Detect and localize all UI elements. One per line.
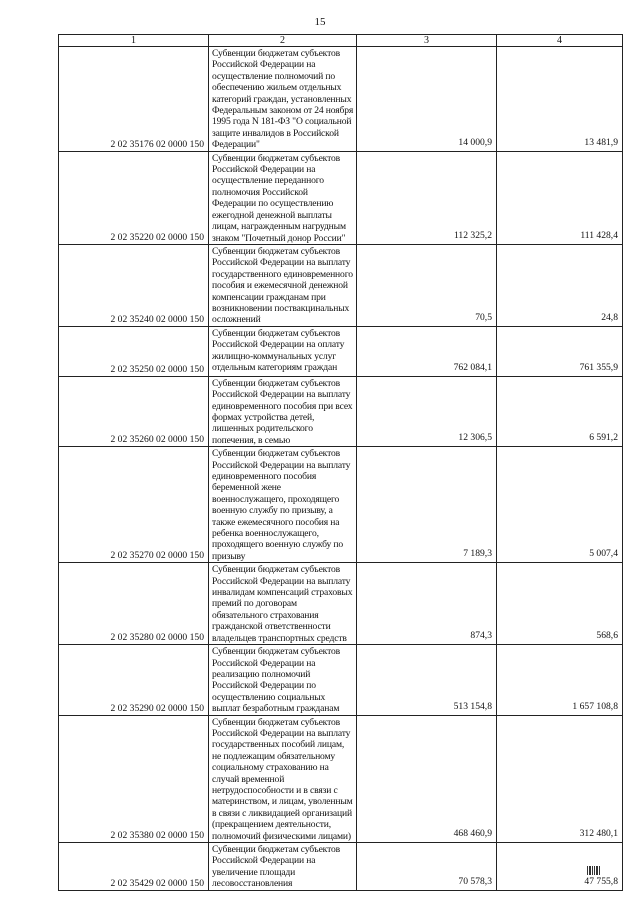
- row-code: 2 02 35220 02 0000 150: [59, 151, 209, 244]
- row-description: Субвенции бюджетам субъектов Российской Федерации на увеличение площади лесовосстановления: [209, 843, 357, 891]
- row-value-col3: 468 460,9: [357, 715, 497, 842]
- row-description: Субвенции бюджетам субъектов Российской Федерации на осуществление полномочий по обеспечению жильем отдельных категорий граждан, установленных Федеральным законом от 24 ноября 1995 года N 181-ФЗ "О социальной защите инвалидов в Российской Федерации": [209, 47, 357, 152]
- row-value-col4: 6 591,2: [497, 376, 623, 446]
- row-value-col4: 47 755,8: [497, 843, 623, 891]
- row-value-col4: 24,8: [497, 244, 623, 326]
- row-code: 2 02 35250 02 0000 150: [59, 326, 209, 376]
- row-value-col4: 568,6: [497, 563, 623, 645]
- row-description: Субвенции бюджетам субъектов Российской Федерации на выплату инвалидам компенсаций страховых премий по договорам обязательного страхования гражданской ответственности владельцев транспортных средств: [209, 563, 357, 645]
- table-row: [59, 151, 623, 244]
- row-description: Субвенции бюджетам субъектов Российской Федерации на выплату единовременного пособия беременной жене военнослужащего, проходящего военную службу по призыву, а также ежемесячного пособия на ребенка военнослужащего, проходящего военную службу по призыву: [209, 447, 357, 563]
- column-header-1: 1: [59, 35, 209, 47]
- table-row: [59, 447, 623, 563]
- row-value-col3: 14 000,9: [357, 47, 497, 152]
- table-row: [59, 563, 623, 645]
- table-row: [59, 244, 623, 326]
- row-value-col4: 111 428,4: [497, 151, 623, 244]
- row-description: Субвенции бюджетам субъектов Российской Федерации на осуществление переданного полномочия Российской Федерации по осуществлению ежегодной денежной выплаты лицам, награжденным нагрудным знаком "Почетный донор России": [209, 151, 357, 244]
- budget-table: [58, 34, 623, 891]
- row-code: 2 02 35290 02 0000 150: [59, 645, 209, 715]
- barcode-mark: [587, 866, 600, 875]
- row-value-col3: 874,3: [357, 563, 497, 645]
- row-value-col3: 12 306,5: [357, 376, 497, 446]
- row-value-col3: 70 578,3: [357, 843, 497, 891]
- table-row: [59, 47, 623, 152]
- row-description: Субвенции бюджетам субъектов Российской Федерации на выплату государственных пособий лицам, не подлежащим обязательному социальному страхованию на случай временной нетрудоспособности и в связи с материнством, и лицам, уволенным в связи с ликвидацией организаций (прекращением деятельности, полномочий физическими лицами): [209, 715, 357, 842]
- row-value-col4: 13 481,9: [497, 47, 623, 152]
- row-description: Субвенции бюджетам субъектов Российской Федерации на выплату государственного единовременного пособия и ежемесячной денежной компенсации гражданам при возникновении поствакцинальных осложнений: [209, 244, 357, 326]
- page-number: 15: [314, 16, 326, 28]
- table-row: [59, 715, 623, 842]
- row-code: 2 02 35380 02 0000 150: [59, 715, 209, 842]
- column-header-3: 3: [357, 35, 497, 47]
- row-code: 2 02 35240 02 0000 150: [59, 244, 209, 326]
- table-row: [59, 843, 623, 891]
- column-header-2: 2: [209, 35, 357, 47]
- row-value-col4: 312 480,1: [497, 715, 623, 842]
- row-code: 2 02 35270 02 0000 150: [59, 447, 209, 563]
- row-value-col3: 112 325,2: [357, 151, 497, 244]
- column-header-4: 4: [497, 35, 623, 47]
- row-value-col3: 70,5: [357, 244, 497, 326]
- row-value-col3: 7 189,3: [357, 447, 497, 563]
- row-description: Субвенции бюджетам субъектов Российской Федерации на выплату единовременного пособия при всех формах устройства детей, лишенных родительского попечения, в семью: [209, 376, 357, 446]
- row-value-col3: 513 154,8: [357, 645, 497, 715]
- row-description: Субвенции бюджетам субъектов Российской Федерации на оплату жилищно-коммунальных услуг отдельным категориям граждан: [209, 326, 357, 376]
- row-value-col3: 762 084,1: [357, 326, 497, 376]
- row-code: 2 02 35260 02 0000 150: [59, 376, 209, 446]
- row-value-col4: 5 007,4: [497, 447, 623, 563]
- row-code: 2 02 35280 02 0000 150: [59, 563, 209, 645]
- header-row: [59, 35, 623, 47]
- row-value-col4: 761 355,9: [497, 326, 623, 376]
- table-row: [59, 645, 623, 715]
- row-code: 2 02 35176 02 0000 150: [59, 47, 209, 152]
- row-description: Субвенции бюджетам субъектов Российской Федерации на реализацию полномочий Российской Федерации по осуществлению социальных выплат безработным гражданам: [209, 645, 357, 715]
- row-value-col4: 1 657 108,8: [497, 645, 623, 715]
- table-row: [59, 376, 623, 446]
- row-code: 2 02 35429 02 0000 150: [59, 843, 209, 891]
- table-row: [59, 326, 623, 376]
